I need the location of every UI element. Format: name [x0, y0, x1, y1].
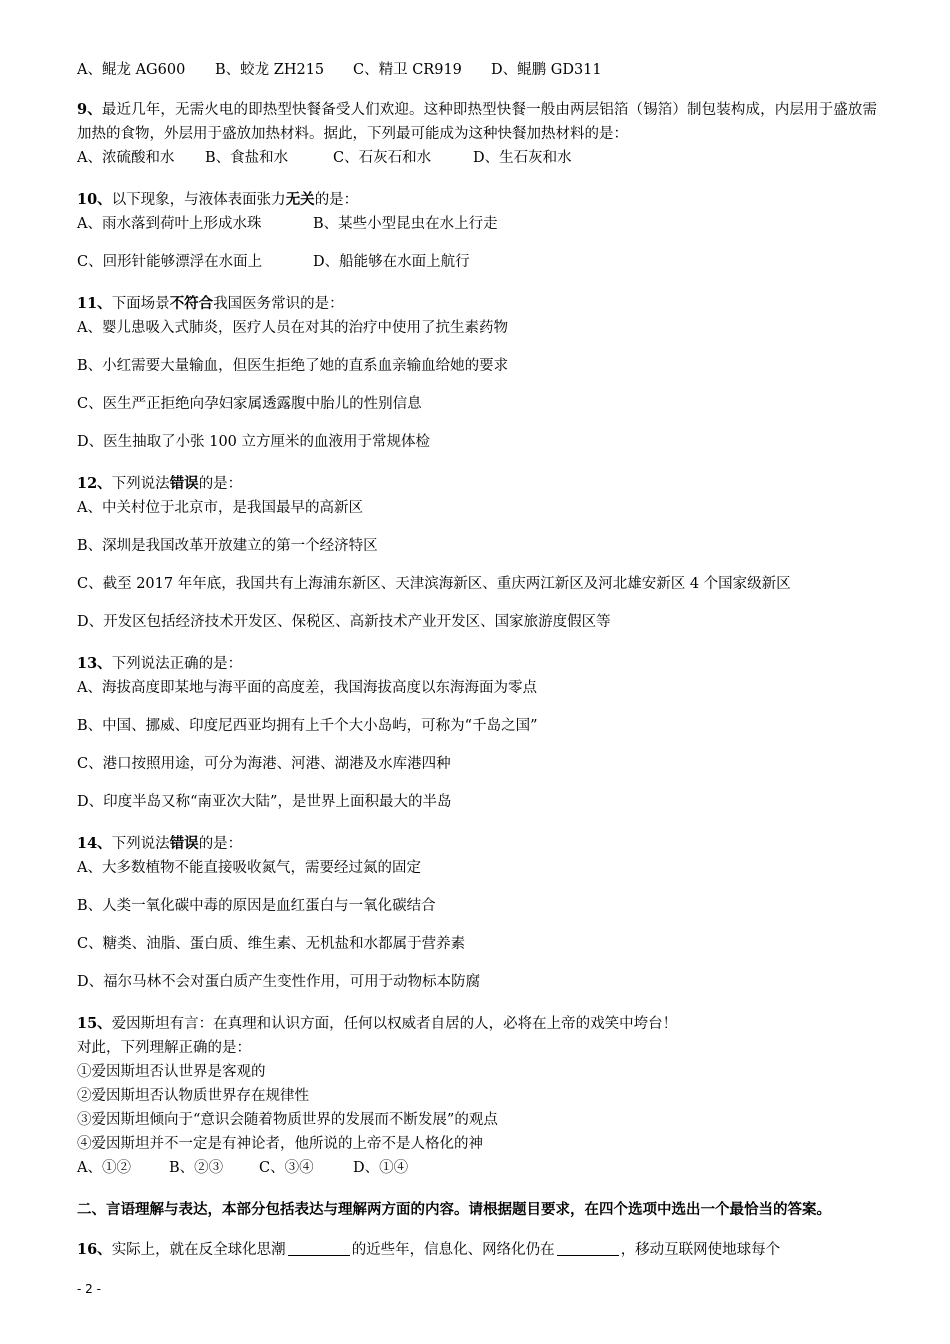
q15-item-1: ①爱因斯坦否认世界是客观的 — [77, 1064, 266, 1080]
q16-text-3: ，移动互联网使地球每个 — [620, 1242, 781, 1258]
q14-option-b: B、人类一氧化碳中毒的原因是血红蛋白与一氧化碳结合 — [77, 898, 436, 914]
q9-option-d: D、生石灰和水 — [473, 150, 572, 166]
q10-option-b: B、某些小型昆虫在水上行走 — [313, 216, 498, 232]
q14-stem — [77, 832, 877, 856]
q10-option-a: A、雨水落到荷叶上形成水珠 — [77, 216, 262, 232]
q15-stem2: 对此，下列理解正确的是： — [77, 1040, 251, 1056]
q15-options — [77, 1156, 877, 1180]
q15-option-c: C、③④ — [259, 1160, 314, 1176]
q11-option-a: A、婴儿患吸入式肺炎，医疗人员在对其的治疗中使用了抗生素药物 — [77, 320, 508, 336]
q10-options-row2 — [77, 250, 877, 274]
q12-option-d: D、开发区包括经济技术开发区、保税区、高新技术产业开发区、国家旅游度假区等 — [77, 614, 611, 630]
q11-number: 11、 — [77, 295, 112, 312]
q8-options — [77, 58, 877, 82]
q11-stem — [77, 292, 877, 316]
q9-text: 最近几年，无需火电的即热型快餐备受人们欢迎。这种即热型快餐一般由两层铝箔（锡箔）制包装构成，内层用于盛放需加热的食物，外层用于盛放加热材料。据此，下列最可能成为这种快餐加热材料的是： — [77, 102, 878, 142]
q10-number: 10、 — [77, 191, 112, 208]
q16-blank-1 — [288, 1241, 350, 1256]
q13-option-a: A、海拔高度即某地与海平面的高度差，我国海拔高度以东海海面为零点 — [77, 680, 537, 696]
q16-text-1: 实际上，就在反全球化思潮 — [111, 1242, 286, 1258]
q16-number: 16、 — [77, 1241, 112, 1258]
q14-text-pre: 下列说法 — [111, 836, 170, 852]
q9-option-a: A、浓硫酸和水 — [77, 150, 175, 166]
q14-option-a: A、大多数植物不能直接吸收氮气，需要经过氮的固定 — [77, 860, 421, 876]
q12-text-bold: 错误 — [169, 475, 199, 492]
q14-text-post: 的是： — [198, 836, 243, 852]
q13-text: 下列说法正确的是： — [111, 656, 243, 672]
q15-option-a: A、①② — [77, 1160, 131, 1176]
q15-item-3: ③爱因斯坦倾向于“意识会随着物质世界的发展而不断发展”的观点 — [77, 1112, 498, 1128]
q10-text-pre: 以下现象，与液体表面张力 — [111, 192, 286, 208]
q16-blank-2 — [557, 1241, 619, 1256]
q10-text-post: 的是： — [314, 192, 359, 208]
q8-option-c: C、精卫 CR919 — [353, 62, 462, 78]
exam-page — [77, 58, 877, 1262]
q11-text-pre: 下面场景 — [111, 296, 170, 312]
q10-text-bold: 无关 — [285, 191, 315, 208]
q9-option-c: C、石灰石和水 — [333, 150, 432, 166]
q10-stem — [77, 188, 877, 212]
q11-text-bold: 不符合 — [169, 295, 214, 312]
q15-item-2: ②爱因斯坦否认物质世界存在规律性 — [77, 1088, 309, 1104]
q13-option-b: B、中国、挪威、印度尼西亚均拥有上千个大小岛屿，可称为“千岛之国” — [77, 718, 538, 734]
q12-text-pre: 下列说法 — [111, 476, 170, 492]
q16-stem — [77, 1238, 877, 1262]
q10-option-c: C、回形针能够漂浮在水面上 — [77, 254, 263, 270]
q14-number: 14、 — [77, 835, 112, 852]
q9-options — [77, 146, 877, 170]
q9-number: 9、 — [77, 101, 102, 118]
q9-option-b: B、食盐和水 — [205, 150, 289, 166]
q15-option-b: B、②③ — [169, 1160, 224, 1176]
q11-option-b: B、小红需要大量输血，但医生拒绝了她的直系血亲输血给她的要求 — [77, 358, 509, 374]
q15-item-4: ④爱因斯坦并不一定是有神论者，他所说的上帝不是人格化的神 — [77, 1136, 483, 1152]
q8-option-a: A、鲲龙 AG600 — [77, 62, 186, 78]
q16-text-2: 的近些年，信息化、网络化仍在 — [351, 1242, 555, 1258]
q12-stem — [77, 472, 877, 496]
q15-text: 爱因斯坦有言：在真理和认识方面，任何以权威者自居的人，必将在上帝的戏笑中垮台！ — [111, 1016, 678, 1032]
q10-options-row1 — [77, 212, 877, 236]
q12-option-b: B、深圳是我国改革开放建立的第一个经济特区 — [77, 538, 378, 554]
q12-text-post: 的是： — [198, 476, 243, 492]
q9-stem — [77, 98, 877, 146]
q10-option-d: D、船能够在水面上航行 — [313, 254, 470, 270]
q15-stem — [77, 1012, 877, 1036]
q12-number: 12、 — [77, 475, 112, 492]
q8-option-b: B、蛟龙 ZH215 — [215, 62, 325, 78]
q13-option-d: D、印度半岛又称“南亚次大陆”，是世界上面积最大的半岛 — [77, 794, 452, 810]
q12-option-a: A、中关村位于北京市，是我国最早的高新区 — [77, 500, 363, 516]
q15-option-d: D、①④ — [353, 1160, 409, 1176]
q14-option-d: D、福尔马林不会对蛋白质产生变性作用，可用于动物标本防腐 — [77, 974, 481, 990]
q11-text-post: 我国医务常识的是： — [213, 296, 344, 312]
q13-number: 13、 — [77, 655, 112, 672]
q11-option-d: D、医生抽取了小张 100 立方厘米的血液用于常规体检 — [77, 434, 431, 450]
q11-option-c: C、医生严正拒绝向孕妇家属透露腹中胎儿的性别信息 — [77, 396, 422, 412]
q14-text-bold: 错误 — [169, 835, 199, 852]
q8-option-d: D、鲲鹏 GD311 — [491, 62, 602, 78]
page-number: - 2 - — [77, 1282, 101, 1296]
q12-option-c: C、截至 2017 年年底，我国共有上海浦东新区、天津滨海新区、重庆两江新区及河北雄安新区 4 个国家级新区 — [77, 576, 791, 592]
q15-number: 15、 — [77, 1015, 112, 1032]
q13-option-c: C、港口按照用途，可分为海港、河港、湖港及水库港四种 — [77, 756, 451, 772]
q13-stem — [77, 652, 877, 676]
q14-option-c: C、糖类、油脂、蛋白质、维生素、无机盐和水都属于营养素 — [77, 936, 466, 952]
section-2-heading: 二、言语理解与表达，本部分包括表达与理解两方面的内容。请根据题目要求，在四个选项中选出一个最恰当的答案。 — [77, 1201, 831, 1218]
